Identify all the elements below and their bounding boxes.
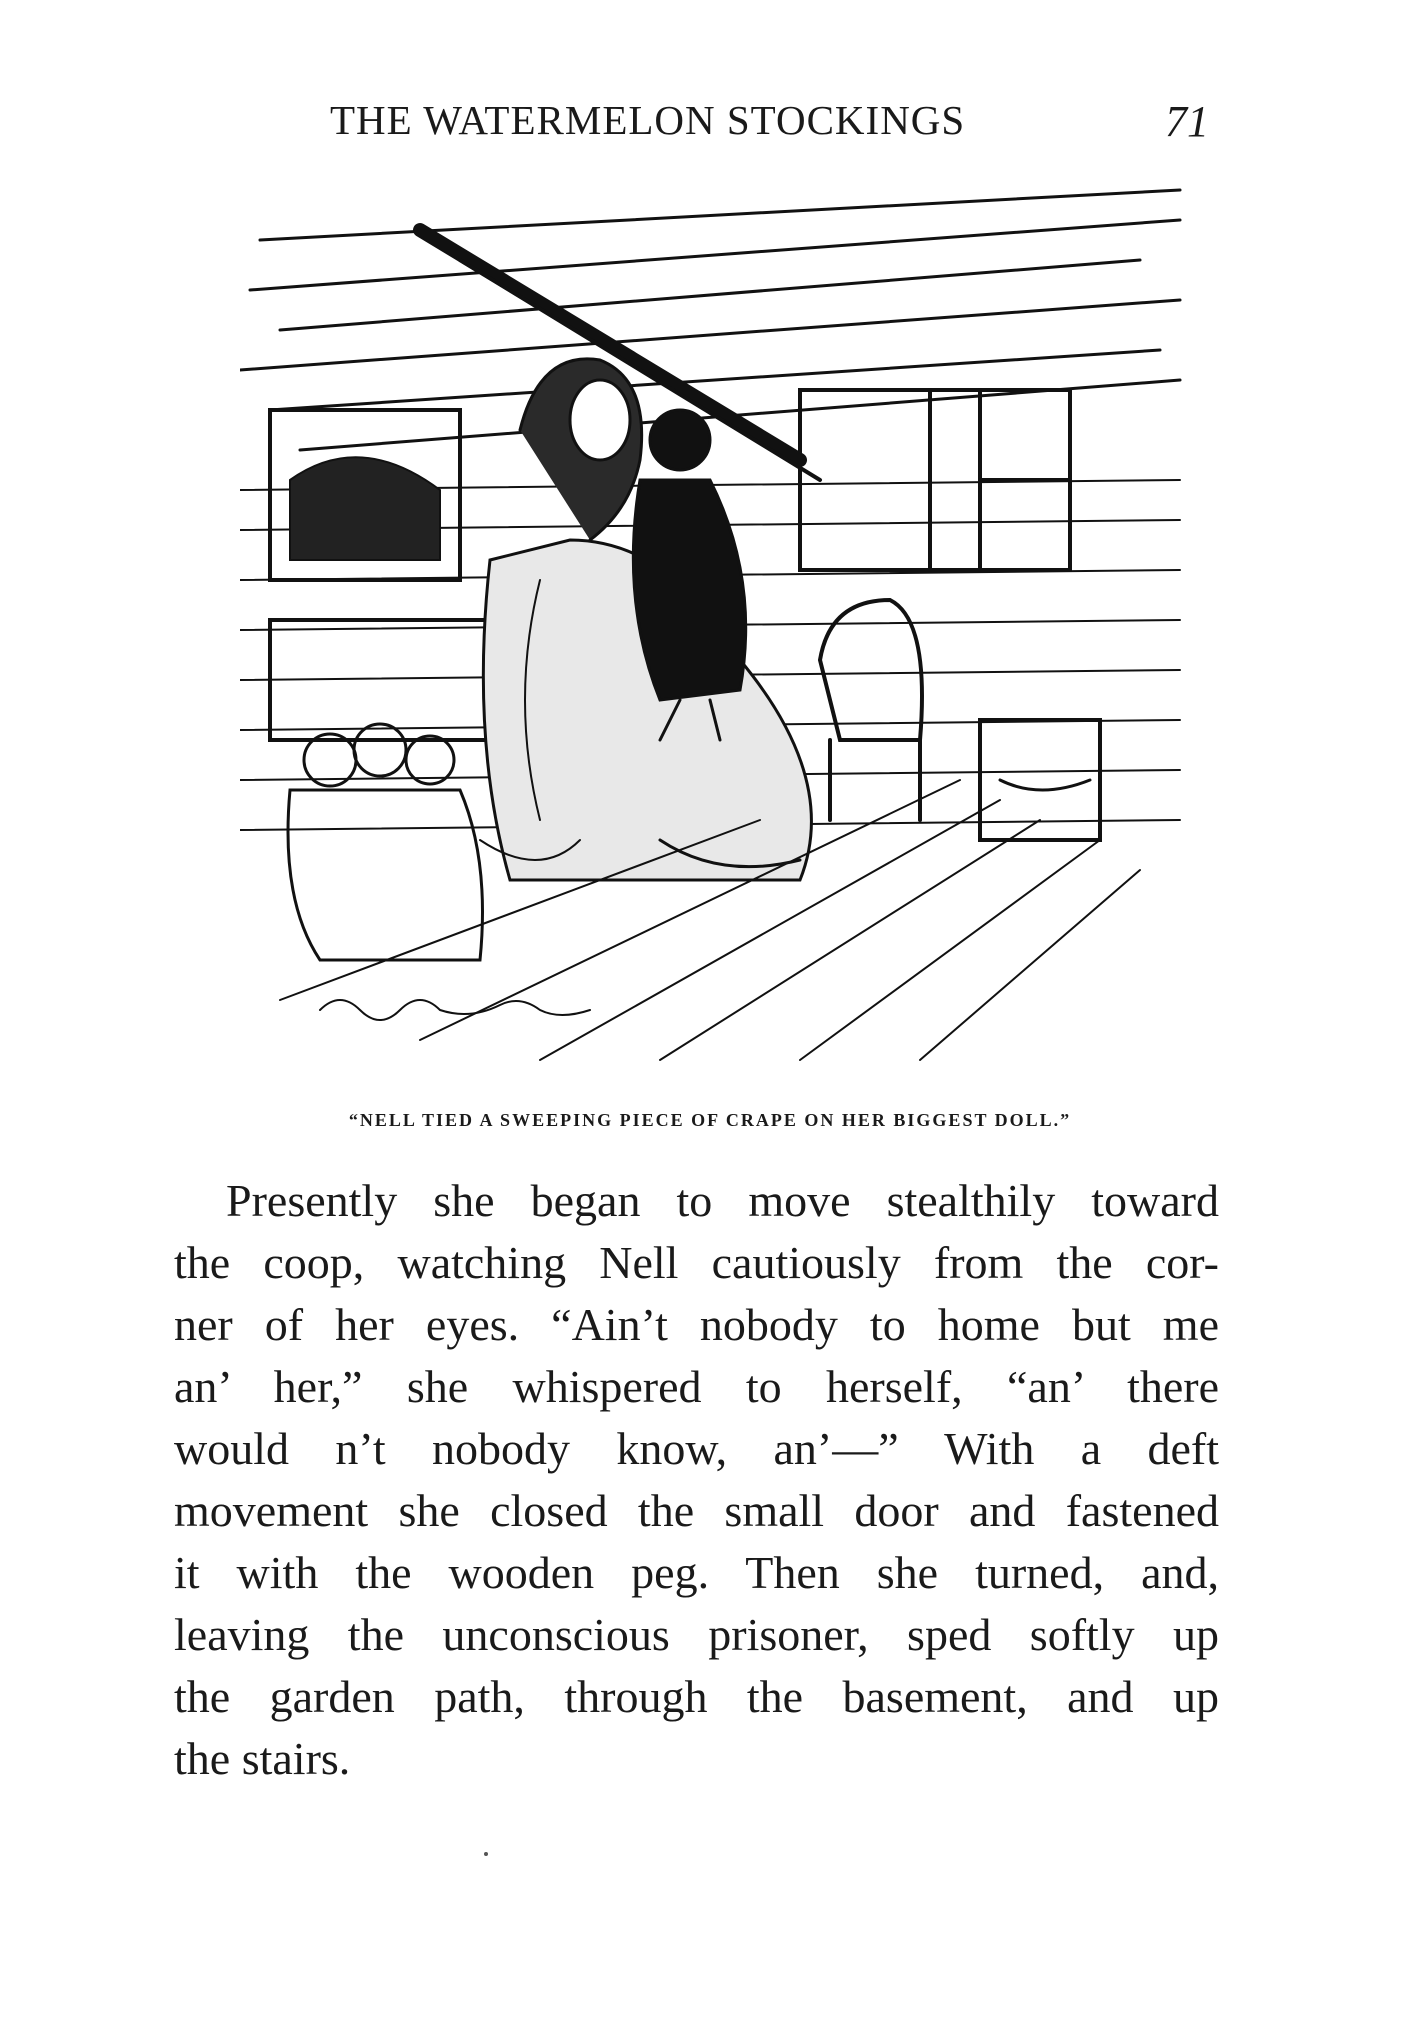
text-line: the stairs. [174, 1733, 351, 1784]
pen-ink-illustration [240, 180, 1200, 1070]
page-number: 71 [1165, 97, 1209, 146]
window [800, 390, 1070, 570]
text-line: it with the wooden peg. Then she turned, and, [174, 1547, 1219, 1598]
text-line: would n’t nobody know, an’—” With a deft [174, 1423, 1219, 1474]
wall-cupboard [270, 410, 500, 740]
running-title: THE WATERMELON STOCKINGS [330, 97, 966, 143]
text-line: an’ her,” she whispered to herself, “an’ there [174, 1361, 1219, 1412]
body-paragraph [174, 1170, 1219, 1790]
text-line: leaving the unconscious prisoner, sped softly up [174, 1609, 1219, 1660]
text-line: movement she closed the small door and fastened [174, 1485, 1219, 1536]
paper-speck [484, 1852, 488, 1856]
text-line: ner of her eyes. “Ain’t nobody to home but me [174, 1299, 1219, 1350]
text-line: Presently she began to move stealthily toward [226, 1175, 1219, 1226]
text-line: the garden path, through the basement, and up [174, 1671, 1219, 1722]
illustration-caption: “NELL TIED A SWEEPING PIECE OF CRAPE ON HER BIGGEST DOLL.” [348, 1110, 1072, 1130]
chair [820, 600, 922, 820]
artist-signature-mark [320, 1000, 590, 1020]
text-line: the coop, watching Nell cautiously from the cor- [174, 1237, 1219, 1288]
